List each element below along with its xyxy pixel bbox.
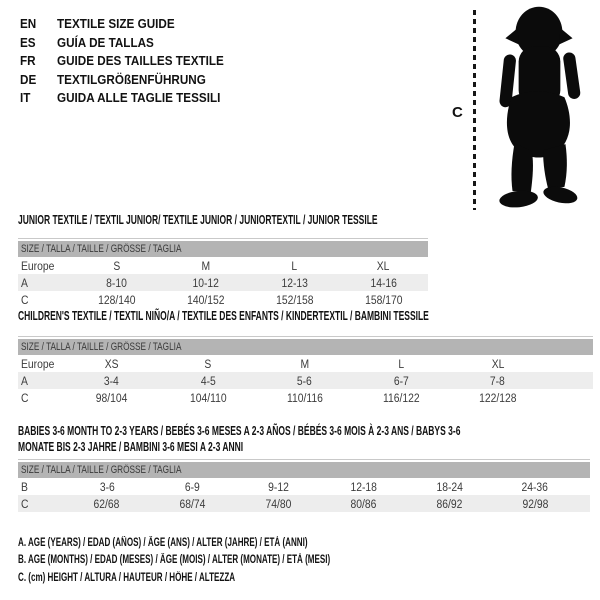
- table-cell: 158/170: [364, 294, 403, 307]
- table-cell: XL: [491, 358, 504, 371]
- height-measure-label: C: [452, 104, 463, 121]
- language-title-text: GUÍA DE TALLAS: [57, 34, 154, 50]
- table-cell: S: [204, 358, 212, 371]
- table-cell: 9-12: [267, 481, 289, 494]
- table-cell: 68/74: [179, 498, 206, 511]
- table-cell: 18-24: [436, 481, 463, 494]
- language-title: [57, 71, 222, 89]
- table-cell: S: [113, 260, 120, 273]
- height-measure-dashed-line: [473, 10, 476, 210]
- language-code-text: IT: [20, 90, 31, 106]
- language-code-text: FR: [20, 53, 36, 69]
- table-cell: 80/86: [350, 498, 377, 511]
- table-cell: 116/122: [382, 392, 420, 405]
- language-row: [20, 34, 242, 53]
- section-title-text: BABIES 3-6 MONTH TO 2-3 YEARS / BEBÉS 3-6 MESES A 2-3 AÑOS / BÉBÉS 3-6 MOIS À 2-3 ANS / BABYS 3-6 MONATE BIS 2-3 JAHRE / BAMBINI 3-6 MESI A 2-3 ANNI: [18, 424, 461, 454]
- language-title: [57, 89, 239, 107]
- legend-line-c: C. (cm) HEIGHT / ALTURA / HAUTEUR / HÖHE / ALTEZZA: [18, 571, 236, 584]
- size-header-label: SIZE / TALLA / TAILLE / GRÖSSE / TAGLIA: [21, 243, 182, 255]
- table-cell: 98/104: [95, 392, 128, 405]
- table-cell: 3-6: [99, 481, 115, 494]
- table-cell: 12-18: [350, 481, 378, 494]
- table-cell: 7-8: [490, 375, 506, 388]
- language-code: [20, 89, 57, 107]
- legend-line-b: B. AGE (MONTHS) / EDAD (MESES) / ÂGE (MOIS) / ALTER (MONATE) / ETÀ (MESI): [18, 554, 331, 567]
- table-top-rule: [18, 459, 590, 460]
- table-row-europe: [18, 355, 593, 372]
- table-row-age: [18, 274, 428, 291]
- size-header-bar: [18, 241, 428, 257]
- table-cell: M: [201, 260, 210, 273]
- table-row-height: [18, 389, 593, 406]
- table-cell: 12-13: [281, 277, 308, 290]
- language-code: [20, 34, 57, 52]
- table-cell: 3-4: [103, 375, 119, 388]
- language-code: [20, 15, 57, 33]
- section-title-text: CHILDREN'S TEXTILE / TEXTIL NIÑO/A / TEXTILE DES ENFANTS / KINDERTEXTIL / BAMBINI TESSILE: [18, 309, 429, 323]
- language-title-text: GUIDE DES TAILLES TEXTILE: [57, 53, 224, 69]
- table-cell: M: [300, 358, 309, 371]
- measurement-legend: [18, 534, 464, 587]
- row-label: A: [21, 277, 28, 290]
- table-cell: 140/152: [186, 294, 225, 307]
- row-label: C: [21, 294, 29, 307]
- row-label: Europe: [21, 260, 55, 273]
- size-header-bar: [18, 462, 590, 478]
- table-row-height: [18, 495, 590, 512]
- language-code-text: DE: [20, 71, 37, 87]
- table-cell: XS: [104, 358, 119, 371]
- table-row-age: [18, 372, 593, 389]
- table-cell: 92/98: [522, 498, 549, 511]
- language-title-text: GUIDA ALLE TAGLIE TESSILI: [57, 90, 221, 106]
- language-code-text: ES: [20, 34, 36, 50]
- baby-silhouette-icon: [483, 5, 597, 212]
- language-title: [57, 34, 165, 52]
- row-label: C: [21, 392, 29, 405]
- language-title-text: TEXTILE SIZE GUIDE: [57, 16, 175, 32]
- table-cell: 86/92: [436, 498, 463, 511]
- language-title-text: TEXTILGRÖßENFÜHRUNG: [57, 71, 206, 87]
- table-cell: 6-7: [393, 375, 409, 388]
- table-cell: 24-36: [521, 481, 549, 494]
- table-cell: L: [291, 260, 298, 273]
- table-cell: L: [398, 358, 404, 371]
- language-row: [20, 15, 242, 34]
- table-cell: 152/158: [275, 294, 314, 307]
- table-cell: 14-16: [370, 277, 397, 290]
- table-row-height: [18, 291, 428, 308]
- row-label: A: [21, 375, 28, 388]
- size-header-bar: [18, 339, 593, 355]
- row-label: B: [21, 481, 28, 494]
- language-title-list: [20, 15, 242, 108]
- section-title-babies: [18, 424, 600, 455]
- size-header-label: SIZE / TALLA / TAILLE / GRÖSSE / TAGLIA: [21, 464, 182, 476]
- table-cell: 4-5: [200, 375, 216, 388]
- table-row-age-months: [18, 478, 590, 495]
- language-code: [20, 52, 57, 70]
- size-table-babies: [18, 459, 590, 512]
- table-cell: 62/68: [93, 498, 120, 511]
- table-cell: 10-12: [192, 277, 219, 290]
- table-cell: 128/140: [97, 294, 136, 307]
- table-cell: 104/110: [189, 392, 227, 405]
- row-label: Europe: [21, 358, 55, 371]
- table-row-europe: [18, 257, 428, 274]
- table-cell: XL: [377, 260, 390, 273]
- language-row: [20, 89, 242, 108]
- size-header-label: SIZE / TALLA / TAILLE / GRÖSSE / TAGLIA: [21, 341, 182, 353]
- table-top-rule: [18, 238, 428, 239]
- language-code-text: EN: [20, 16, 37, 32]
- legend-line-a: A. AGE (YEARS) / EDAD (AÑOS) / ÂGE (ANS) / ALTER (JAHRE) / ETÀ (ANNI): [18, 536, 308, 549]
- language-row: [20, 71, 242, 90]
- language-title: [57, 52, 242, 70]
- table-cell: 74/80: [265, 498, 292, 511]
- language-code: [20, 71, 57, 89]
- size-table-junior: [18, 238, 428, 308]
- table-cell: 5-6: [297, 375, 312, 388]
- table-cell: 110/116: [286, 392, 323, 405]
- language-row: [20, 52, 242, 71]
- table-cell: 6-9: [185, 481, 200, 494]
- size-table-children: [18, 336, 593, 406]
- section-title-junior: [18, 213, 547, 229]
- table-top-rule: [18, 336, 593, 337]
- section-title-children: [18, 309, 600, 325]
- table-cell: 122/128: [478, 392, 517, 405]
- row-label: C: [21, 498, 29, 511]
- table-cell: 8-10: [106, 277, 127, 290]
- language-title: [57, 15, 188, 33]
- section-title-text: JUNIOR TEXTILE / TEXTIL JUNIOR/ TEXTILE JUNIOR / JUNIORTEXTIL / JUNIOR TESSILE: [18, 213, 378, 227]
